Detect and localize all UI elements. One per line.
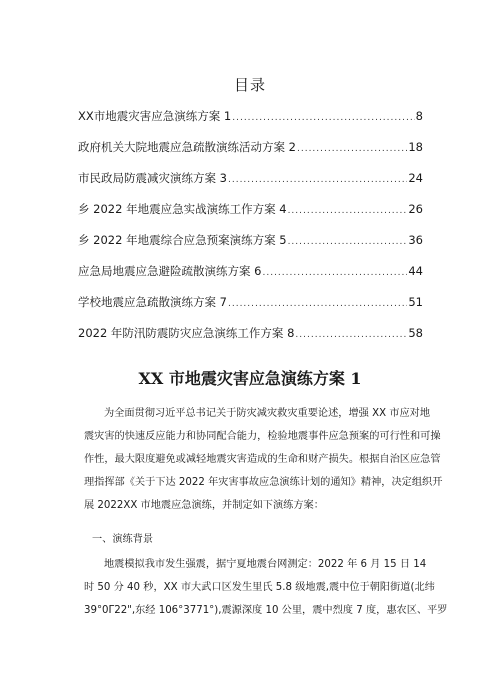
toc-entry[interactable]: [78, 294, 423, 325]
toc-leader-dots: [232, 113, 414, 123]
toc-heading: 目录: [233, 76, 266, 94]
toc-leader-dots: [295, 330, 407, 340]
toc-entry-title: 政府机关大院地震应急疏散演练活动方案 2: [78, 140, 296, 154]
toc-entry[interactable]: [78, 139, 423, 170]
paragraph-line: 震灾害的快速反应能力和协同配合能力，检验地震事件应急预案的可行性和可操: [84, 431, 441, 442]
toc-entry[interactable]: [78, 232, 423, 263]
toc-entry-page: 36: [408, 233, 423, 247]
intro-paragraph: [84, 402, 443, 517]
toc-entry-page: 8: [415, 109, 423, 123]
toc-leader-dots: [297, 144, 407, 154]
toc-entry-page: 51: [408, 295, 423, 309]
document-title: XX 市地震灾害应急演练方案 1: [138, 369, 362, 388]
toc-leader-dots: [228, 175, 407, 185]
paragraph-line: 39°0Γ22",东经 106°3771°),震源深度 10 公里，震中烈度 7 度，惠农区、平罗: [84, 605, 448, 616]
toc-entry[interactable]: [78, 263, 423, 294]
toc-entry-page: 58: [408, 326, 423, 340]
toc-entry[interactable]: [78, 201, 423, 232]
toc-entry-page: 18: [408, 140, 423, 154]
toc-entry-page: 26: [408, 202, 423, 216]
toc-entry-title: 应急局地震应急避险疏散演练方案 6: [78, 264, 262, 278]
background-paragraph: [84, 553, 448, 622]
toc-entry-title: 学校地震应急疏散演练方案 7: [78, 295, 227, 309]
toc-entry-title: 乡 2022 年地震综合应急预案演练方案 5: [78, 233, 287, 247]
toc-leader-dots: [288, 237, 408, 247]
paragraph-line: 为全面贯彻习近平总书记关于防灾减灾救灾重要论述，增强 XX 市应对地: [104, 408, 431, 419]
toc-entry-page: 24: [408, 171, 423, 185]
toc-entry-title: 市民政局防震减灾演练方案 3: [78, 171, 227, 185]
toc-leader-dots: [228, 299, 407, 309]
section-heading: 一、演练背景: [92, 534, 154, 545]
paragraph-line: 作性，最大限度避免或减轻地震灾害造成的生命和财产损失。根据自治区应急管: [84, 454, 441, 465]
toc-entry-title: XX市地震灾害应急演练方案 1: [78, 109, 232, 123]
toc-entry[interactable]: [78, 108, 423, 139]
toc-entry-title: 乡 2022 年地震应急实战演练工作方案 4: [78, 202, 287, 216]
toc-entry-page: 44: [408, 264, 423, 278]
toc-leader-dots: [288, 206, 408, 216]
toc-entry[interactable]: [78, 325, 423, 356]
paragraph-line: 展 2022XX 市地震应急演练，并制定如下演练方案：: [84, 500, 324, 511]
toc-entry-title: 2022 年防汛防震防灾应急演练工作方案 8: [78, 326, 295, 340]
paragraph-line: 时 50 分 40 秒，XX 市大武口区发生里氏 5.8 级地震,震中位于朝阳街道(北纬: [84, 582, 435, 593]
paragraph-line: 理指挥部《关于下达 2022 年灾害事故应急演练计划的通知》精神，决定组织开: [84, 477, 443, 488]
toc-leader-dots: [262, 268, 407, 278]
table-of-contents: [78, 108, 423, 356]
toc-entry[interactable]: [78, 170, 423, 201]
paragraph-line: 地震模拟我市发生强震，据宁夏地震台网测定：2022 年 6 月 15 日 14: [104, 559, 427, 570]
